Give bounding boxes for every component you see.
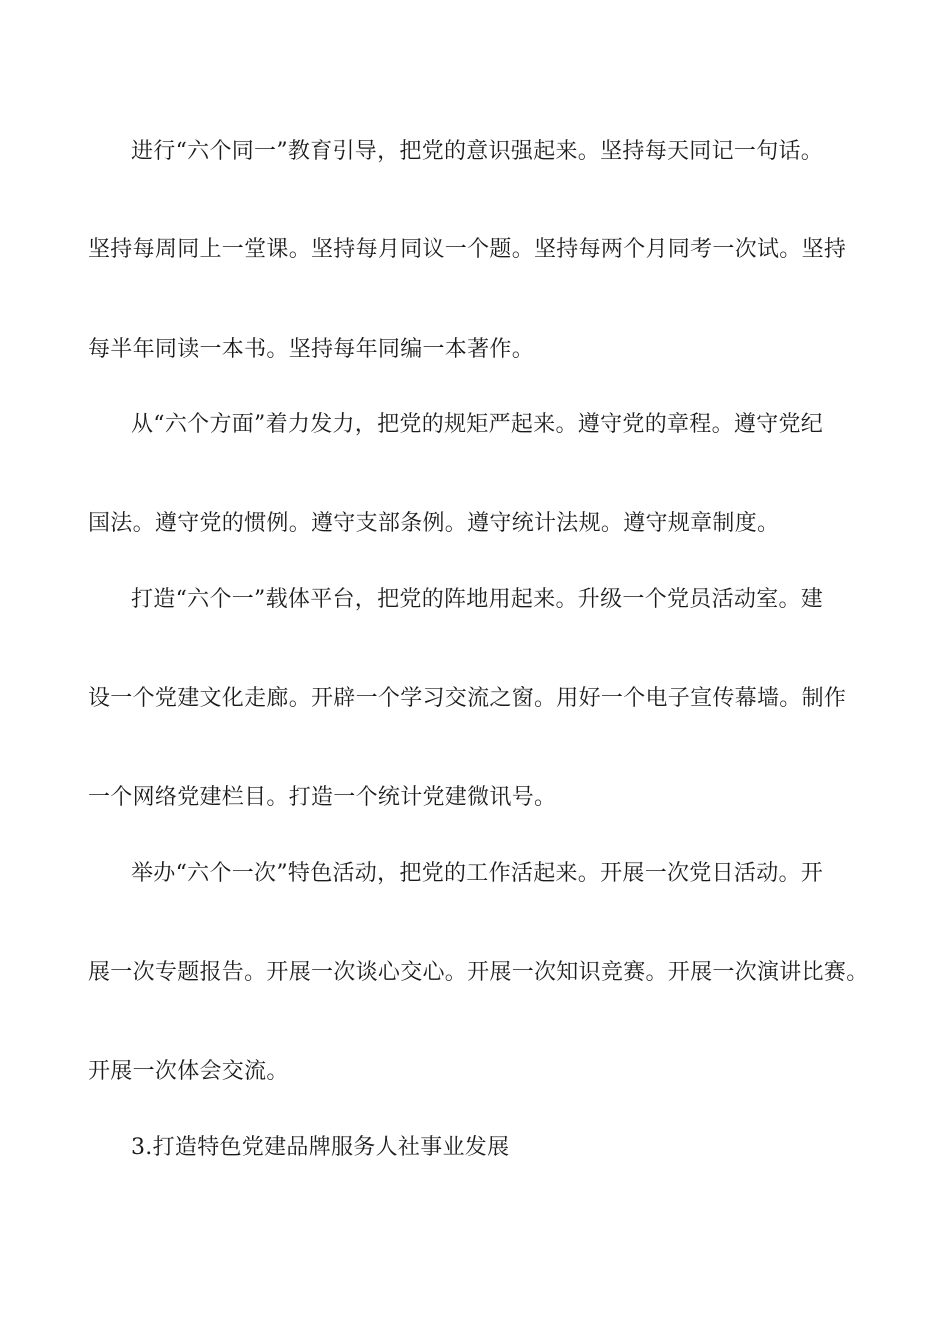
paragraph-3-line-2: 设一个党建文化走廊。开辟一个学习交流之窗。用好一个电子宣传幕墙。制作: [88, 686, 847, 711]
paragraph-4-line-1: 举办“六个一次”特色活动，把党的工作活起来。开展一次党日活动。开: [131, 861, 824, 886]
section-heading: 3.打造特色党建品牌服务人社事业发展: [131, 1135, 510, 1160]
paragraph-1-line-2: 坚持每周同上一堂课。坚持每月同议一个题。坚持每两个月同考一次试。坚持: [88, 237, 847, 262]
paragraph-2-line-2: 国法。遵守党的惯例。遵守支部条例。遵守统计法规。遵守规章制度。: [88, 511, 780, 536]
paragraph-4-line-2: 展一次专题报告。开展一次谈心交心。开展一次知识竞赛。开展一次演讲比赛。: [88, 960, 869, 985]
paragraph-3-line-1: 打造“六个一”载体平台，把党的阵地用起来。升级一个党员活动室。建: [131, 587, 824, 612]
paragraph-1-line-1: 进行“六个同一”教育引导，把党的意识强起来。坚持每天同记一句话。: [131, 139, 824, 164]
paragraph-4-line-3: 开展一次体会交流。: [88, 1059, 289, 1084]
paragraph-1-line-3: 每半年同读一本书。坚持每年同编一本著作。: [88, 337, 535, 362]
paragraph-3-line-3: 一个网络党建栏目。打造一个统计党建微讯号。: [88, 785, 557, 810]
paragraph-2-line-1: 从“六个方面”着力发力，把党的规矩严起来。遵守党的章程。遵守党纪: [131, 412, 824, 437]
